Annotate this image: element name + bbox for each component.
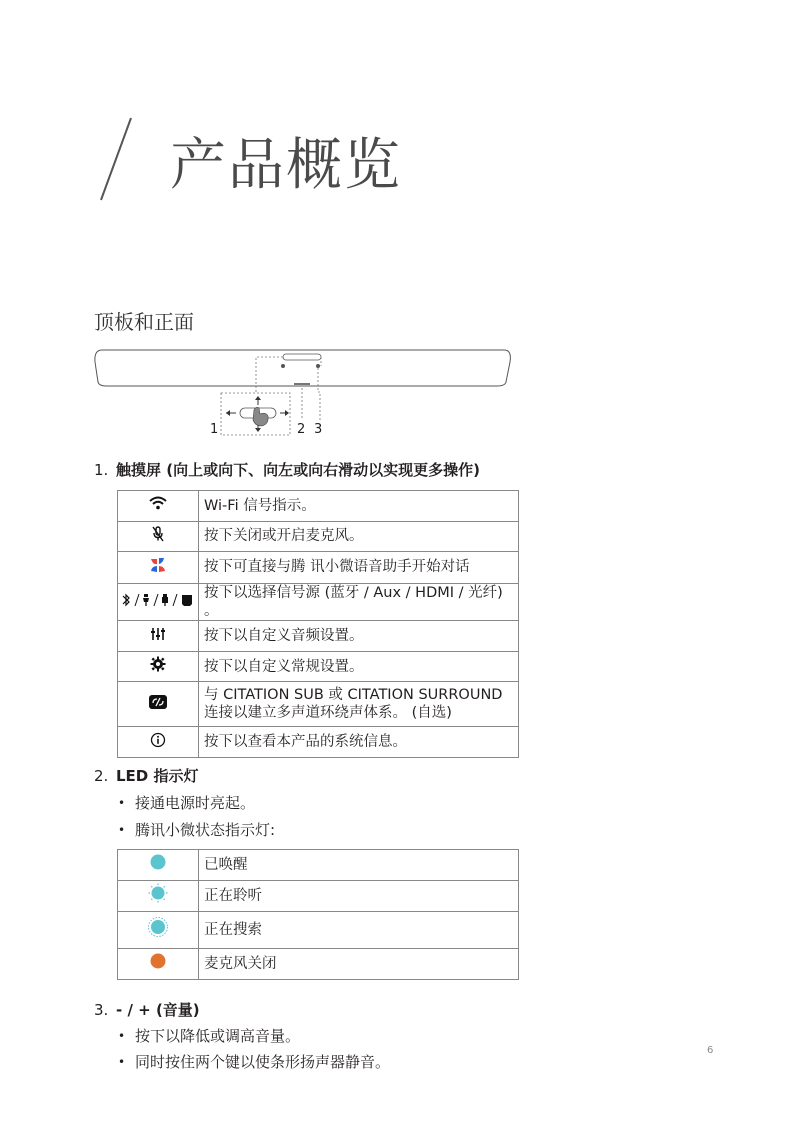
section-title: 顶板和正面 — [94, 310, 194, 334]
table-row — [118, 621, 519, 652]
touchscreen-heading — [94, 461, 480, 479]
diagram-label-3: 3 — [314, 422, 323, 437]
row-text: 麦克风关闭 — [199, 949, 519, 980]
led-heading — [94, 767, 198, 785]
item-number: 2. — [94, 767, 109, 785]
row-text-line-2: 连接以建立多声道环绕声体系。 (自选) — [204, 705, 452, 722]
row-text-line-1: 与 CITATION SUB 或 CITATION SURROUND — [204, 687, 503, 704]
table-row — [118, 682, 519, 727]
item-number: 1. — [94, 461, 109, 479]
volume-bullet-2: • 同时按住两个键以使条形扬声器静音。 — [118, 1053, 390, 1071]
led-bullet-2: • 腾讯小微状态指示灯: — [118, 821, 275, 839]
table-row — [118, 652, 519, 682]
led-searching-icon — [147, 916, 169, 938]
table-row — [118, 850, 519, 881]
heading-text: - / + (音量) — [116, 1001, 200, 1019]
page-title: 产品概览 — [170, 133, 402, 198]
item-number: 3. — [94, 1001, 109, 1019]
row-text: 按下以选择信号源 (蓝牙 / Aux / HDMI / 光纤) 。 — [199, 584, 519, 621]
tencent-xiaowei-icon — [149, 556, 167, 574]
heading-text: LED 指示灯 — [116, 767, 199, 785]
table-row — [118, 584, 519, 621]
row-text: 按下可直接与腾 讯小微语音助手开始对话 — [199, 552, 519, 584]
diagram-label-2: 2 — [297, 422, 306, 437]
source-icons — [120, 592, 196, 608]
table-row — [118, 912, 519, 949]
wifi-icon — [149, 496, 167, 510]
led-table — [117, 849, 519, 980]
table-row — [118, 552, 519, 584]
mic-mute-icon — [151, 526, 165, 542]
led-listening-icon — [148, 883, 168, 903]
table-row — [118, 522, 519, 552]
equalizer-icon — [150, 626, 166, 642]
decorative-slash — [96, 116, 136, 202]
table-row — [118, 491, 519, 522]
page-number: 6 — [707, 1045, 714, 1056]
table-row — [118, 727, 519, 758]
gear-icon — [150, 656, 166, 672]
diagram-label-1: 1 — [210, 422, 219, 437]
row-text: 按下以查看本产品的系统信息。 — [199, 727, 519, 758]
heading-text: 触摸屏 (向上或向下、向左或向右滑动以实现更多操作) — [116, 461, 480, 479]
volume-bullet-1: • 按下以降低或调高音量。 — [118, 1027, 300, 1045]
row-text: 按下以自定义常规设置。 — [199, 652, 519, 682]
table-row — [118, 881, 519, 912]
volume-heading — [94, 1001, 200, 1019]
row-text: 正在搜索 — [199, 912, 519, 949]
row-text: 正在聆听 — [199, 881, 519, 912]
row-text: 已唤醒 — [199, 850, 519, 881]
row-text: 按下以自定义音频设置。 — [199, 621, 519, 652]
row-text — [199, 682, 519, 727]
touchscreen-table — [117, 490, 519, 758]
row-text: Wi-Fi 信号指示。 — [199, 491, 519, 522]
led-awake-icon — [149, 853, 167, 871]
row-text: 按下关闭或开启麦克风。 — [199, 522, 519, 552]
info-icon — [150, 732, 166, 748]
wireless-connect-icon — [148, 694, 168, 710]
table-row — [118, 949, 519, 980]
led-mic-off-icon — [149, 952, 167, 970]
led-bullet-1: • 接通电源时亮起。 — [118, 794, 255, 812]
soundbar-diagram — [92, 344, 517, 440]
